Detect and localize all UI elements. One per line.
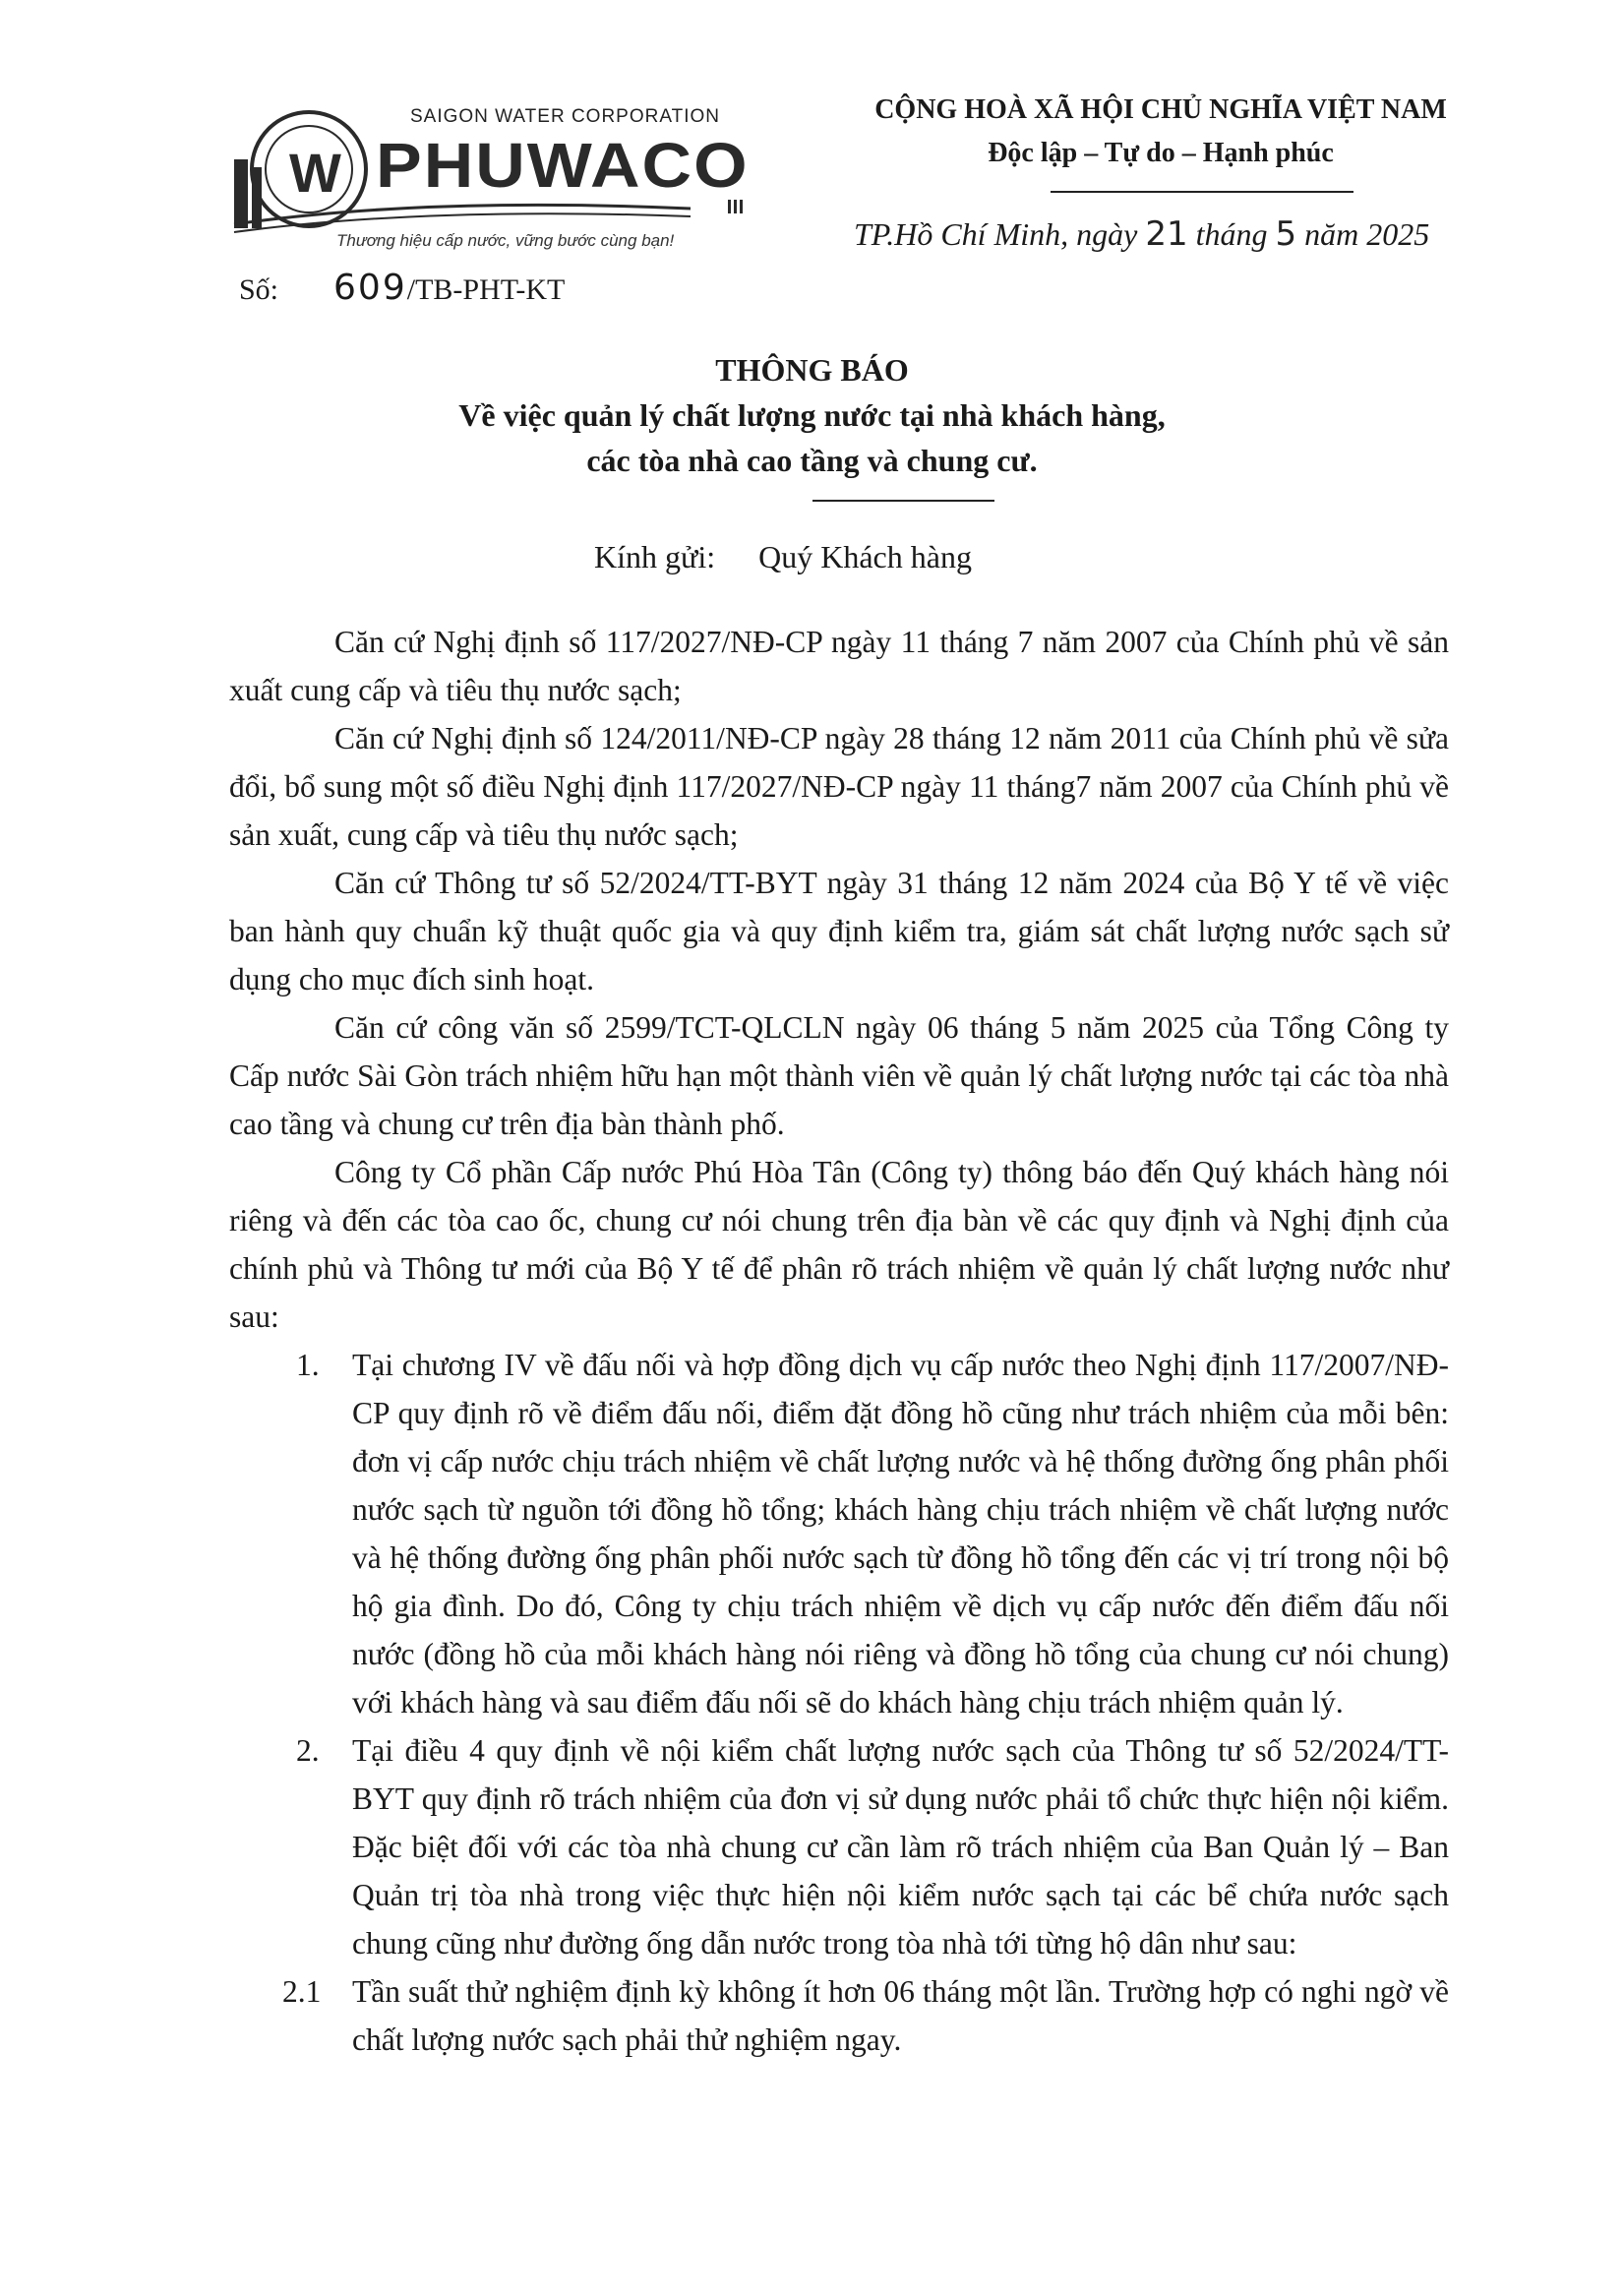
national-title: CỘNG HOÀ XÃ HỘI CHỦ NGHĨA VIỆT NAM bbox=[874, 94, 1447, 125]
list-item-text: Tại điều 4 quy định về nội kiểm chất lượng nước sạch của Thông tư số 52/2024/TT-BYT quy định rõ trách nhiệm của đơn vị sử dụng nước phải tổ chức thực hiện nội kiểm. Đặc biệt đối với các tòa nhà chung cư cần làm rõ trách nhiệm của Ban Quản lý – Ban Quản trị tòa nhà trong việc thực hiện nội kiểm nước sạch tại các bể chứa nước sạch chung cũng như đường ống dẫn nước trong tòa nhà tới từng hộ dân như sau: bbox=[352, 1733, 1449, 1961]
svg-text:W: W bbox=[289, 142, 341, 204]
doc-number-suffix: /TB-PHT-KT bbox=[406, 273, 566, 306]
list-item-marker: 2.1 bbox=[282, 1974, 322, 2009]
date-month-label: tháng bbox=[1195, 216, 1268, 252]
greeting-label: Kính gửi: bbox=[594, 539, 716, 574]
body-paragraph: Căn cứ Nghị định số 124/2011/NĐ-CP ngày 28 tháng 12 năm 2011 của Chính phủ về sửa đổi, bổ sung một số điều Nghị định 117/2027/NĐ-CP ngày 11 tháng7 năm 2007 của Chính phủ về sản xuất, cung cấp và tiêu thụ nước sạch; bbox=[229, 721, 1449, 852]
company-logo bbox=[228, 98, 779, 266]
document-subtitle-line-1: Về việc quản lý chất lượng nước tại nhà khách hàng, bbox=[458, 397, 1166, 433]
document-title: THÔNG BÁO bbox=[715, 352, 909, 388]
date-prefix: TP.Hồ Chí Minh, ngày bbox=[854, 216, 1138, 252]
list-item bbox=[229, 1726, 1449, 1967]
motto-underline bbox=[1051, 191, 1353, 193]
list-item bbox=[229, 1967, 1449, 2064]
date-month: 5 bbox=[1275, 214, 1297, 254]
brand-name: PHUWACO bbox=[376, 130, 750, 201]
list-item-marker: 1. bbox=[296, 1348, 320, 1382]
body-paragraph: Căn cứ công văn số 2599/TCT-QLCLN ngày 06 tháng 5 năm 2025 của Tổng Công ty Cấp nước Sài Gòn trách nhiệm hữu hạn một thành viên về quản lý chất lượng nước tại các tòa nhà cao tầng và chung cư trên địa bàn thành phố. bbox=[229, 1010, 1449, 1141]
brand-slogan: Thương hiệu cấp nước, vững bước cùng bạn! bbox=[336, 231, 675, 250]
list-item-marker: 2. bbox=[296, 1733, 320, 1768]
list-item-text: Tại chương IV về đấu nối và hợp đồng dịch vụ cấp nước theo Nghị định 117/2007/NĐ-CP quy định rõ về điểm đấu nối, điểm đặt đồng hồ cũng như trách nhiệm của mỗi bên: đơn vị cấp nước chịu trách nhiệm về chất lượng nước và hệ thống đường ống phân phối nước sạch từ nguồn tới đồng hồ tổng; khách hàng chịu trách nhiệm về chất lượng nước và hệ thống đường ống phân phối nước sạch từ đồng hồ tổng đến các vị trí trong nội bộ hộ gia đình. Do đó, Công ty chịu trách nhiệm về dịch vụ cấp nước đến điểm đấu nối nước (đồng hồ của mỗi khách hàng nói riêng và đồng hồ tổng của chung cư nói chung) với khách hàng và sau điểm đấu nối sẽ do khách hàng chịu trách nhiệm quản lý. bbox=[352, 1348, 1449, 1720]
national-motto: Độc lập – Tự do – Hạnh phúc bbox=[988, 138, 1334, 168]
date-year: năm 2025 bbox=[1304, 216, 1430, 252]
date-day: 21 bbox=[1145, 214, 1188, 254]
list-item-text: Tần suất thử nghiệm định kỳ không ít hơn 06 tháng một lần. Trường hợp có nghi ngờ về chất lượng nước sạch phải thử nghiệm ngay. bbox=[352, 1974, 1449, 2057]
greeting-recipient: Quý Khách hàng bbox=[758, 539, 972, 574]
greeting bbox=[594, 539, 972, 575]
body-paragraph: Căn cứ Nghị định số 117/2027/NĐ-CP ngày 11 tháng 7 năm 2007 của Chính phủ về sản xuất cung cấp và tiêu thụ nước sạch; bbox=[229, 625, 1449, 707]
body-paragraph: Căn cứ Thông tư số 52/2024/TT-BYT ngày 31 tháng 12 năm 2024 của Bộ Y tế về việc ban hành quy chuẩn kỹ thuật quốc gia và quy định kiểm tra, giám sát chất lượng nước sạch sử dụng cho mục đích sinh hoạt. bbox=[229, 866, 1449, 996]
dateline bbox=[854, 214, 1542, 254]
doc-number-value: 609 bbox=[333, 268, 407, 308]
document-number bbox=[239, 268, 565, 308]
body-paragraph: Công ty Cổ phần Cấp nước Phú Hòa Tân (Công ty) thông báo đến Quý khách hàng nói riêng và đến các tòa cao ốc, chung cư nói chung trên địa bàn về các quy định và Nghị định của chính phủ và Thông tư mới của Bộ Y tế để phân rõ trách nhiệm về quản lý chất lượng nước như sau: bbox=[229, 1155, 1449, 1334]
corporation-name: SAIGON WATER CORPORATION bbox=[410, 106, 720, 127]
document-body bbox=[229, 618, 1449, 2064]
title-underline bbox=[812, 500, 994, 502]
document-subtitle-line-2: các tòa nhà cao tầng và chung cư. bbox=[586, 443, 1038, 478]
numbered-list bbox=[229, 1341, 1449, 2064]
list-item bbox=[229, 1341, 1449, 1726]
doc-number-label: Số: bbox=[239, 273, 279, 306]
